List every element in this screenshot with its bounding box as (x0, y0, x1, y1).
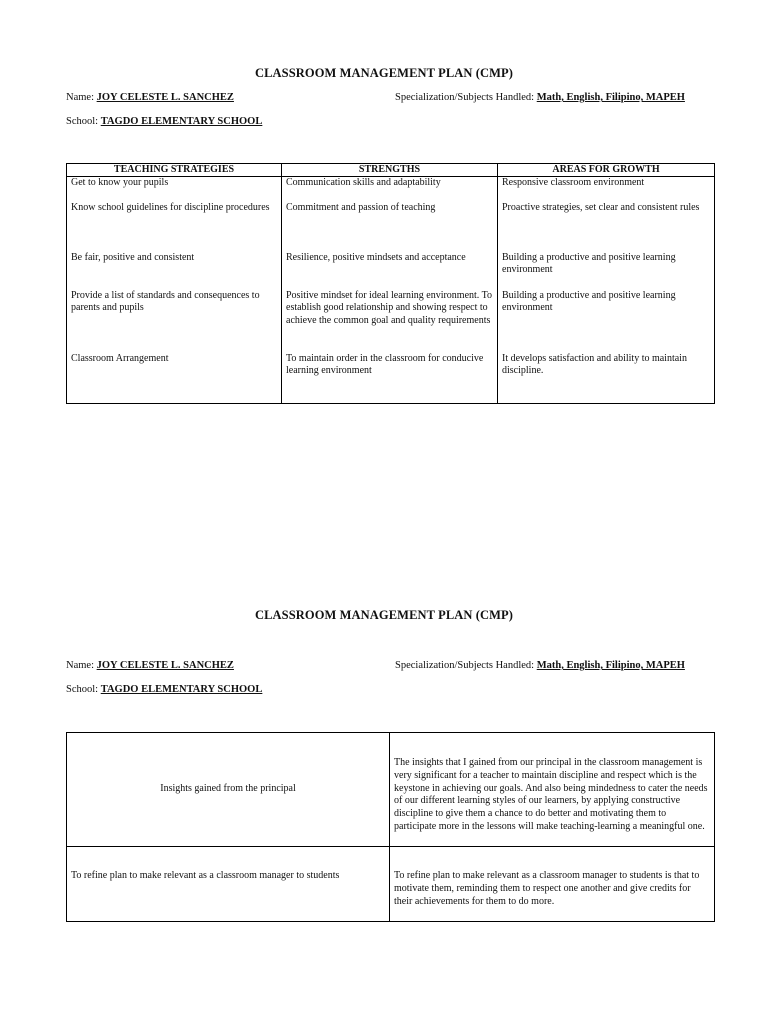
name-label: Name: (66, 92, 97, 103)
table-row (67, 290, 715, 353)
table-cell: It develops satisfaction and ability to maintain discipline. (498, 353, 715, 404)
table-cell: Commitment and passion of teaching (282, 202, 498, 252)
table-cell: To maintain order in the classroom for conducive learning environment (282, 353, 498, 404)
name-value: JOY CELESTE L. SANCHEZ (96, 660, 234, 671)
name-field (66, 92, 234, 103)
table-row (67, 252, 715, 290)
name-value: JOY CELESTE L. SANCHEZ (96, 92, 234, 103)
table-cell: Positive mindset for ideal learning environment. To establish good relationship and showing respect to achieve the common goal and quality requirements (282, 290, 498, 353)
table-row (67, 202, 715, 252)
specialization-value: Math, English, Filipino, MAPEH (536, 660, 685, 671)
specialization-field (395, 660, 685, 671)
table-cell: The insights that I gained from our principal in the classroom management is very significant for a teacher to maintain discipline and respect which is the keystone in achieving our goals. And also being mindedness to cater the needs of our different learning styles of our learners, by applying constructive discipline to give them a chance to do better and motivating them to participate more in the lessons will make teaching-learning a meaningful one. (390, 733, 715, 847)
page-title: CLASSROOM MANAGEMENT PLAN (CMP) (254, 66, 514, 80)
specialization-label: Specialization/Subjects Handled: (395, 92, 537, 103)
school-value: TAGDO ELEMENTARY SCHOOL (100, 684, 263, 695)
table-row (67, 177, 715, 202)
table-cell: Classroom Arrangement (67, 353, 282, 404)
table-cell: Building a productive and positive learning environment (498, 290, 715, 353)
school-label: School: (66, 116, 101, 127)
table-header-row (67, 164, 715, 177)
table-cell: Provide a list of standards and consequences to parents and pupils (67, 290, 282, 353)
school-field (66, 684, 262, 695)
table-cell: Resilience, positive mindsets and acceptance (282, 252, 498, 290)
table-cell: To refine plan to make relevant as a classroom manager to students (67, 847, 390, 922)
name-field (66, 660, 234, 671)
table-row (67, 847, 715, 922)
school-label: School: (66, 684, 101, 695)
table-row (67, 353, 715, 404)
school-value: TAGDO ELEMENTARY SCHOOL (100, 116, 263, 127)
cmp-strategies-table (66, 163, 715, 404)
name-label: Name: (66, 660, 97, 671)
specialization-value: Math, English, Filipino, MAPEH (536, 92, 685, 103)
page-title: CLASSROOM MANAGEMENT PLAN (CMP) (254, 608, 514, 622)
specialization-field (395, 92, 685, 103)
table-cell: Be fair, positive and consistent (67, 252, 282, 290)
table-cell: Building a productive and positive learning environment (498, 252, 715, 290)
table-cell: Responsive classroom environment (498, 177, 715, 202)
table-cell: Proactive strategies, set clear and consistent rules (498, 202, 715, 252)
table-cell: Get to know your pupils (67, 177, 282, 202)
header-areas-for-growth: AREAS FOR GROWTH (498, 164, 715, 177)
table-row (67, 733, 715, 847)
school-field (66, 116, 262, 127)
header-strengths: STRENGTHS (282, 164, 498, 177)
table-cell: To refine plan to make relevant as a classroom manager to students is that to motivate them, reminding them to respect one another and give credits for their achievements for them to do more. (390, 847, 715, 922)
table-cell: Communication skills and adaptability (282, 177, 498, 202)
table-cell: Know school guidelines for discipline procedures (67, 202, 282, 252)
specialization-label: Specialization/Subjects Handled: (395, 660, 537, 671)
cmp-insights-table (66, 732, 715, 922)
table-cell: Insights gained from the principal (67, 733, 390, 847)
header-teaching-strategies: TEACHING STRATEGIES (67, 164, 282, 177)
